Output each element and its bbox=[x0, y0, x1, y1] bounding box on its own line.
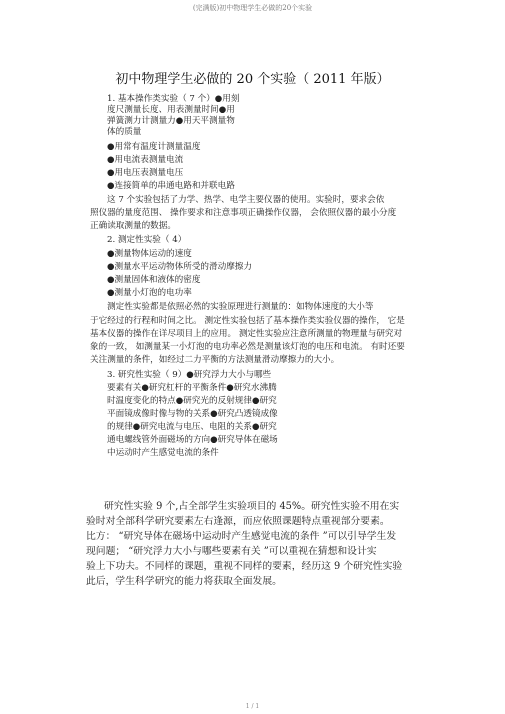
section3-line: 中运动时产生感觉电流的条件 bbox=[107, 448, 219, 458]
section2-paragraph-line: 于它经过的行程和时间之比。 测定性实验包括了基本操作类实验仪器的操作， 它是 bbox=[90, 316, 405, 326]
section2-paragraph-line: 基本仪器的操作在详尽项目上的应用。 测定性实验应注意所测量的物理量与研究对 bbox=[90, 329, 403, 339]
section1-paragraph-line: 这 7 个实验包括了力学、热学、电学主要仪器的使用。实验时，要求会依 bbox=[107, 195, 385, 205]
section3-line: 的规律●研究电流与电压、电阻的关系●研究 bbox=[107, 422, 277, 432]
running-header: (完满版)初中物理学生必做的20个实验 bbox=[192, 4, 313, 12]
section2-paragraph-line: 关注测量的条件，如经过二力平衡的方法测量滑动摩擦力的大小。 bbox=[90, 355, 340, 365]
section1-line: 度尺测量长度、用表测量时间●用 bbox=[107, 105, 235, 115]
page-title: 初中物理学生必做的 20 个实验（ 2011 年版） bbox=[115, 72, 390, 87]
section3-line: 通电螺线管外面磁场的方向●研究导体在磁场 bbox=[107, 435, 278, 445]
section3-line: 3. 研究性实验（ 9）●研究浮力大小与哪些 bbox=[107, 370, 272, 380]
section1-line: 弹簧测力计测量力●用天平测量物 bbox=[107, 116, 235, 126]
closing-paragraph-line: 验时对全部科学研究要素左右逢源，而应依照课题特点重视部分要素。 bbox=[86, 516, 390, 527]
section1-line: ●用电流表测量电流 bbox=[107, 155, 184, 165]
closing-paragraph-line: 现问题； “研究浮力大小与哪些要素有关 ”可以重视在猜想和设计实 bbox=[86, 546, 377, 557]
section1-line: 1. 基本操作类实验（ 7 个）●用刻 bbox=[107, 94, 240, 104]
section1-line: ●连接简单的串通电路和并联电路 bbox=[107, 181, 235, 191]
section2-line: 2. 测定性实验（ 4） bbox=[107, 235, 187, 245]
closing-paragraph-line: 比方： “研究导体在磁场中运动时产生感觉电流的条件 ”可以引导学生发 bbox=[86, 531, 397, 542]
section2-line: ●测量物体运动的速度 bbox=[107, 249, 192, 259]
page-number: 1 / 1 bbox=[245, 703, 260, 710]
section1-line: ●用常有温度计测量温度 bbox=[107, 142, 201, 152]
section1-paragraph-line: 正确读取测量的数据。 bbox=[90, 221, 176, 231]
closing-paragraph-line: 此后，学生科学研究的能力将获取全面发展。 bbox=[86, 576, 282, 587]
closing-paragraph-line: 研究性实验 9 个,占全部学生实验项目的 45%。研究性实验不用在实 bbox=[104, 501, 400, 512]
section2-line: ●测量水平运动物体所受的滑动摩擦力 bbox=[107, 262, 252, 272]
section2-paragraph-line: 象的一致， 如测量某一小灯泡的电功率必然是测量该灯泡的电压和电流。 有时还要 bbox=[90, 342, 405, 352]
section1-paragraph-line: 照仪器的量度范围、 操作要求和注意事项正确操作仪器， 会依照仪器的最小分度 bbox=[90, 208, 397, 218]
section2-line: ●测量小灯泡的电功率 bbox=[107, 288, 192, 298]
section2-line: ●测量固体和液体的密度 bbox=[107, 275, 201, 285]
section3-line: 平面镜成像时像与物的关系●研究凸透镜成像 bbox=[107, 409, 278, 419]
section2-paragraph-line: 测定性实验都是依照必然的实验原理进行测量的：如物体速度的大小等 bbox=[107, 302, 374, 312]
section1-line: 体的质量 bbox=[107, 127, 142, 137]
closing-paragraph-line: 验上下功夫。不同样的课题，重视不同样的要素，经历这 9 个研究性实验 bbox=[86, 561, 403, 572]
section1-line: ●用电压表测量电压 bbox=[107, 168, 184, 178]
section3-line: 时温度变化的特点●研究光的反射规律●研究 bbox=[107, 396, 277, 406]
section3-line: 要素有关●研究杠杆的平衡条件●研究水沸腾 bbox=[107, 383, 277, 393]
